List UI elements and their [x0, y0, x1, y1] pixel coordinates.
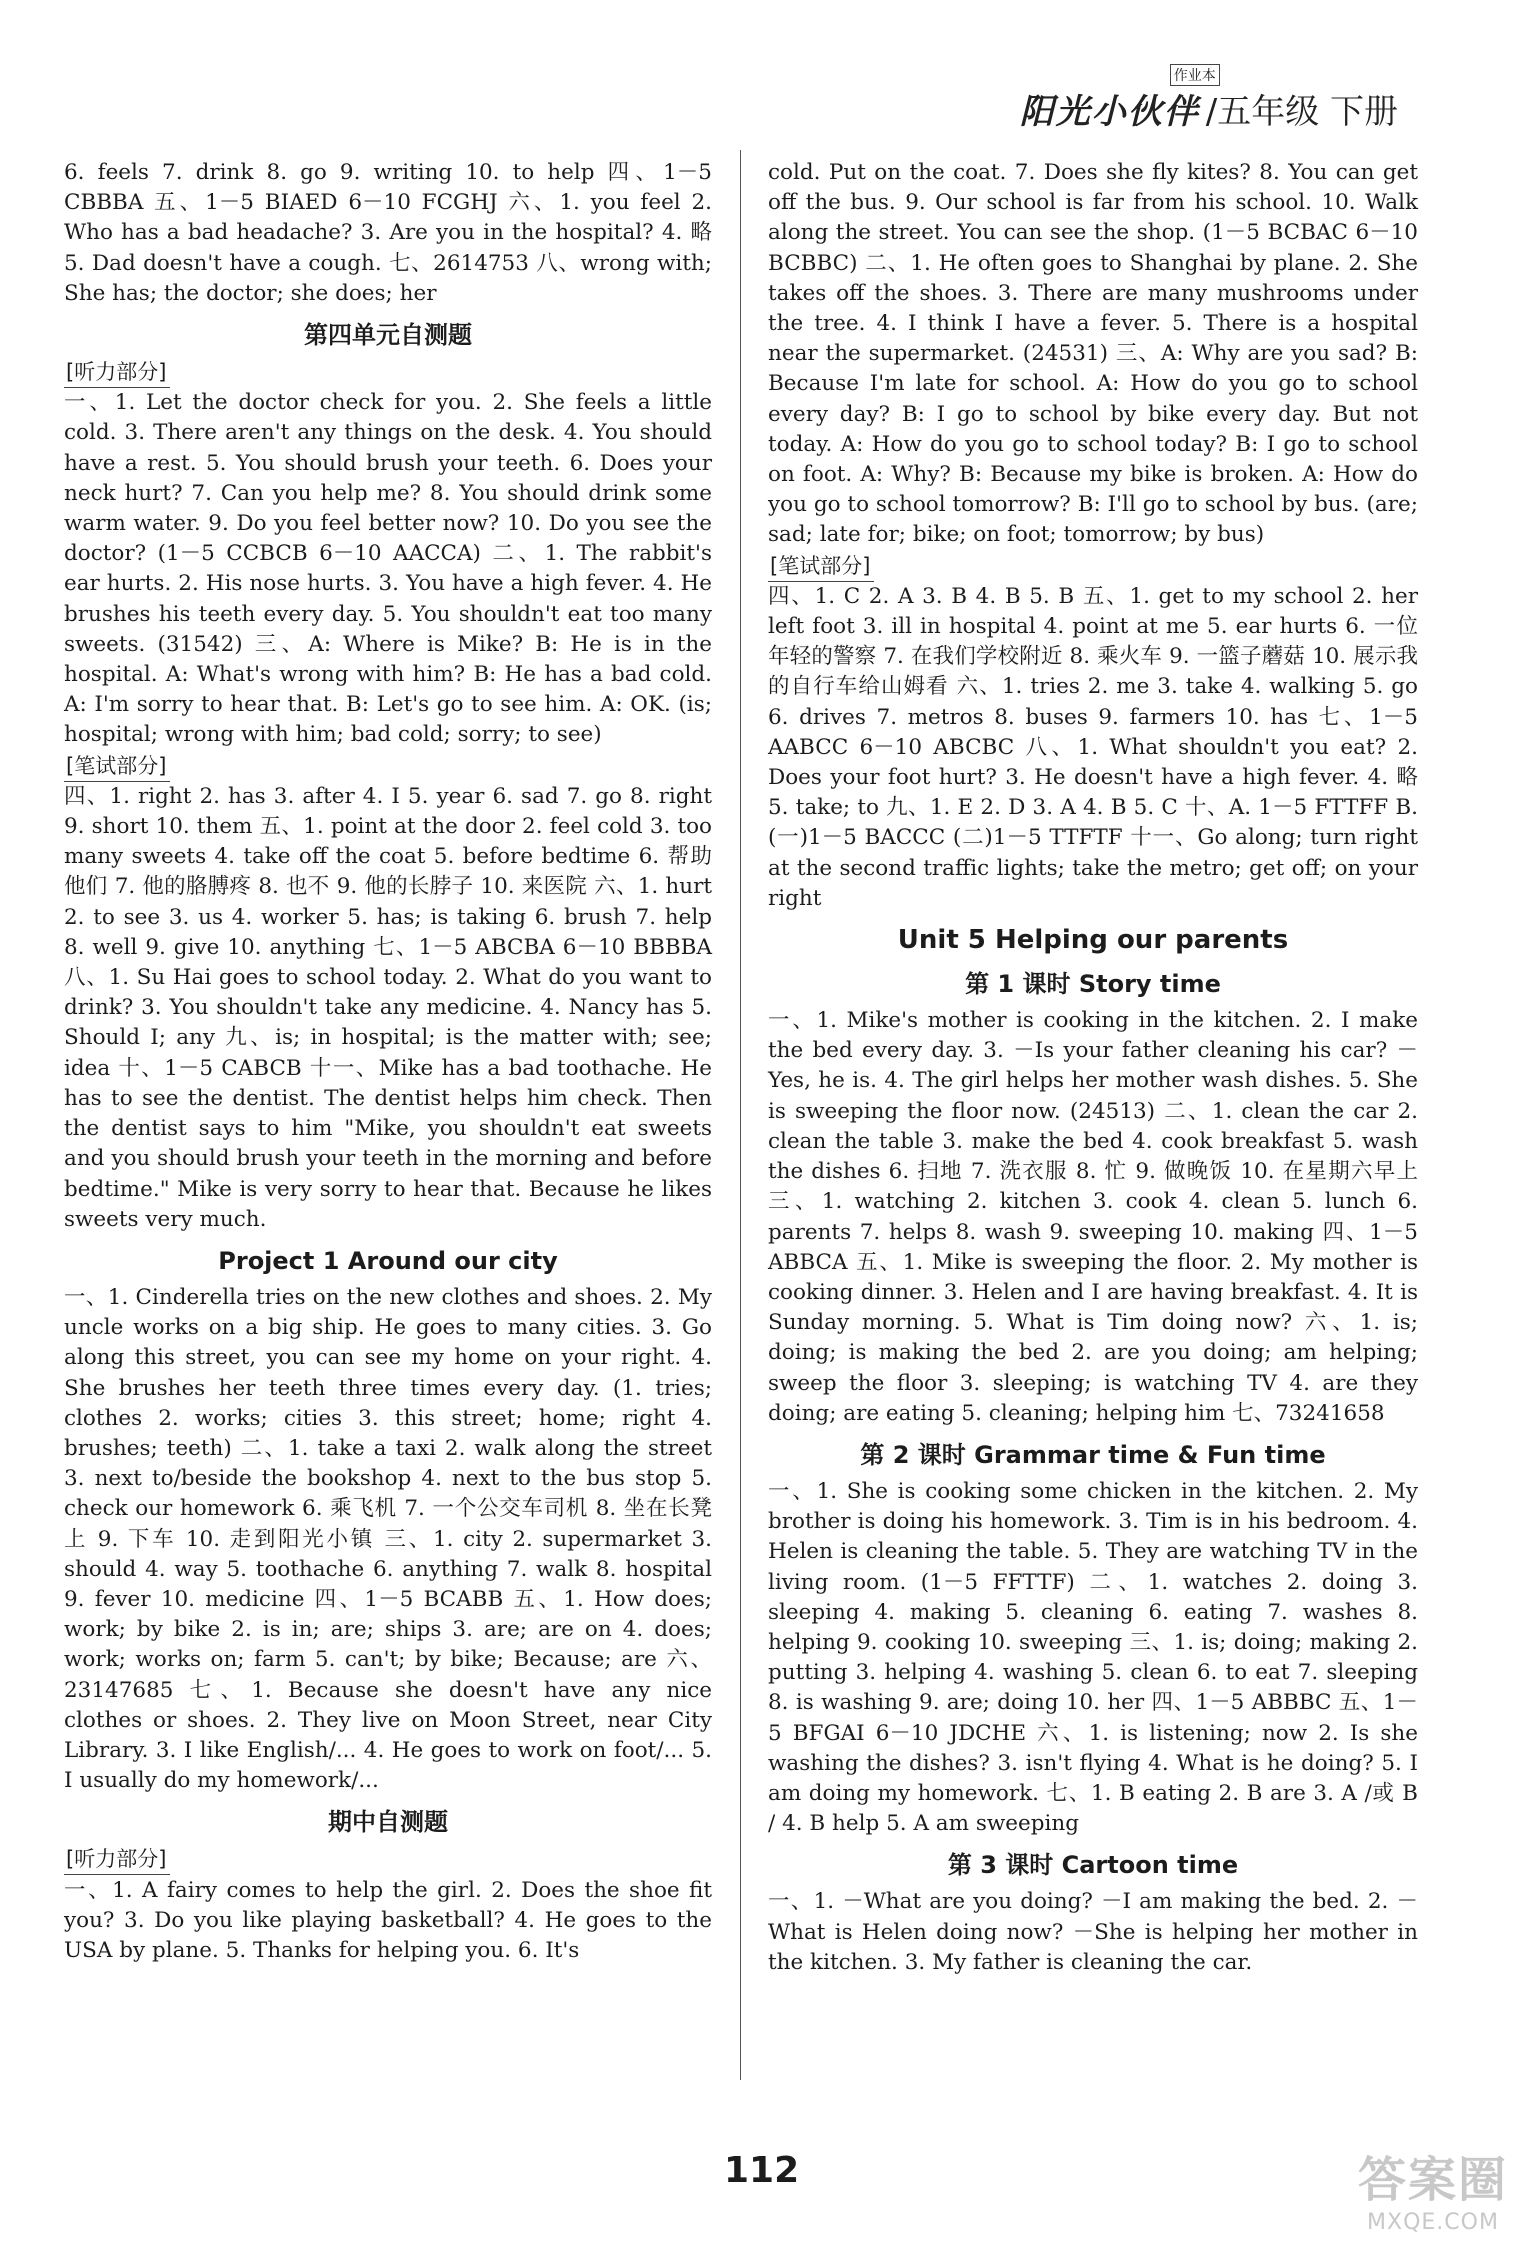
section-heading: 第 1 课时 Story time: [965, 970, 1221, 999]
site-watermark: [1358, 2141, 1508, 2235]
answer-paragraph: 一、1. A fairy comes to help the girl. 2. Does the shoe fit you? 3. Do you like playing basketball? 4. He goes to the USA by plane. 5. Thanks for helping you. 6. It's: [64, 1877, 712, 1963]
page-number: 112: [724, 2150, 800, 2191]
answer-paragraph: 一、1. －What are you doing? －I am making the bed. 2. －What is Helen doing now? －She is helping her mother in the kitchen. 3. My father is cleaning the car.: [768, 1889, 1418, 1975]
watermark-url: MXQE.COM: [1367, 2210, 1499, 2235]
answer-paragraph: 一、1. Cinderella tries on the new clothes and shoes. 2. My uncle works on a big ship. He goes to many cities. 3. Go along this street, you can see my home on your right. 4. She brushes her teeth three times every day. (1. tries; clothes 2. works; cities 3. this street; home; right 4. brushes; teeth) 二、1. take a taxi 2. walk along the street 3. next to/beside the bookshop 4. next to the bus stop 5. check our homework 6. 乘飞机 7. 一个公交车司机 8. 坐在长凳上 9. 下车 10. 走到阳光小镇 三、1. city 2. supermarket 3. should 4. way 5. toothache 6. anything 7. walk 8. hospital 9. fever 10. medicine 四、1－5 BCABB 五、1. How does; work; by bike 2. is in; are; ships 3. are; are on 4. does; work; works on; farm 5. can't; by bike; Because; are 六、23147685 七、1. Because she doesn't have any nice clothes or shoes. 2. They live on Moon Street, near City Library. 3. I like English/... 4. He goes to work on foot/... 5. I usually do my homework/...: [64, 1284, 712, 1794]
grade-label: /五年级 下册: [1205, 92, 1398, 132]
answer-paragraph: 四、1. right 2. has 3. after 4. I 5. year 6. sad 7. go 8. right 9. short 10. them 五、1. point at the door 2. feel cold 3. too many sweets 4. take off the coat 5. before bedtime 6. 帮助他们 7. 他的胳膊疼 8. 也不 9. 他的长脖子 10. 来医院 六、1. hurt 2. to see 3. us 4. worker 5. has; is taking 6. brush 7. help 8. well 9. give 10. anything 七、1－5 ABCBA 6－10 BBBBA 八、1. Su Hai goes to school today. 2. What do you want to drink? 3. You shouldn't take any medicine. 4. Nancy has 5. Should I; any 九、is; in hospital; is the matter with; see; idea 十、1－5 CABCB 十一、Mike has a bad toothache. He has to see the dentist. The dentist helps him check. Then the dentist says to him "Mike, you shouldn't eat sweets and you should brush your teeth in the morning and before bedtime." Mike is very sorry to hear that. Because he likes sweets very much.: [64, 783, 712, 1232]
section-heading: 第四单元自测题: [304, 321, 472, 350]
part-label: [笔试部分]: [64, 751, 170, 782]
section-heading: 第 3 课时 Cartoon time: [947, 1851, 1239, 1880]
part-label-row: [64, 751, 712, 782]
part-label-row: [64, 357, 712, 388]
answer-paragraph: 6. feels 7. drink 8. go 9. writing 10. to help 四、1－5 CBBBA 五、1－5 BIAED 6－10 FCGHJ 六、1. you feel 2. Who has a bad headache? 3. Are you in the hospital? 4. 略 5. Dad doesn't have a cough. 七、2614753 八、wrong with; She has; the doctor; she does; her: [64, 160, 712, 306]
part-label-row: [768, 551, 1418, 582]
part-label: [听力部分]: [64, 1844, 170, 1875]
answer-paragraph: 一、1. She is cooking some chicken in the kitchen. 2. My brother is doing his homework. 3. Tim is in his bedroom. 4. Helen is cleaning the table. 5. They are watching TV in the living room. (1－5 FFTTF) 二、1. watches 2. doing 3. sleeping 4. making 5. cleaning 6. eating 7. washes 8. helping 9. cooking 10. sweeping 三、1. is; doing; making 2. putting 3. helping 4. washing 5. clean 6. to eat 7. sleeping 8. is washing 9. are; doing 10. her 四、1－5 ABBBC 五、1－5 BFGAI 6－10 JDCHE 六、1. is listening; now 2. Is she washing the dishes? 3. isn't flying 4. What is he doing? 5. I am doing my homework. 七、1. B eating 2. B are 3. A /或 B / 4. B help 5. A am sweeping: [768, 1478, 1418, 1837]
section-heading: Project 1 Around our city: [218, 1246, 558, 1275]
right-column: [768, 158, 1418, 1978]
part-label-row: [64, 1844, 712, 1875]
section-heading: 期中自测题: [328, 1808, 448, 1837]
brand-title: 阳光小伙伴: [1019, 92, 1200, 132]
section-heading: Unit 5 Helping our parents: [897, 925, 1289, 956]
section-heading: 第 2 课时 Grammar time & Fun time: [860, 1440, 1326, 1469]
answer-paragraph: 四、1. C 2. A 3. B 4. B 5. B 五、1. get to my school 2. her left foot 3. ill in hospital 4. point at me 5. ear hurts 6. 一位年轻的警察 7. 在我们学校附近 8. 乘火车 9. 一篮子蘑菇 10. 展示我的自行车给山姆看 六、1. tries 2. me 3. take 4. walking 5. go 6. drives 7. metros 8. buses 9. farmers 10. has 七、1－5 AABCC 6－10 ABCBC 八、1. What shouldn't you eat? 2. Does your foot hurt? 3. He doesn't have a high fever. 4. 略 5. take; to 九、1. E 2. D 3. A 4. B 5. C 十、A. 1－5 FTTFF B. (一)1－5 BACCC (二)1－5 TTFTF 十一、Go along; turn right at the second traffic lights; take the metro; get off; on your right: [768, 583, 1418, 911]
column-divider: [740, 150, 741, 2080]
part-label: [听力部分]: [64, 357, 170, 388]
answer-paragraph: cold. Put on the coat. 7. Does she fly kites? 8. You can get off the bus. 9. Our school is far from his school. 10. Walk along the street. You can see the shop. (1－5 BCBAC 6－10 BCBBC) 二、1. He often goes to Shanghai by plane. 2. She takes off the shoes. 3. There are many mushrooms under the tree. 4. I think I have a fever. 5. There is a hospital near the supermarket. (24531) 三、A: Why are you sad? B: Because I'm late for school. A: How do you go to school every day? B: I go to school by bike every day. But not today. A: How do you go to school today? B: I go to school on foot. A: Why? B: Because my bike is broken. A: How do you go to school tomorrow? B: I'll go to school by bus. (are; sad; late for; bike; on foot; tomorrow; by bus): [768, 160, 1418, 548]
left-column: [64, 158, 712, 1966]
page-header: [1019, 68, 1398, 133]
part-label: [笔试部分]: [768, 551, 874, 582]
workbook-tag: 作业本: [1170, 64, 1220, 86]
answer-paragraph: 一、1. Let the doctor check for you. 2. She feels a little cold. 3. There aren't any things on the desk. 4. You should have a rest. 5. You should brush your teeth. 6. Does your neck hurt? 7. Can you help me? 8. You should drink some warm water. 9. Do you feel better now? 10. Do you see the doctor? (1－5 CCBCB 6－10 AACCA) 二、1. The rabbit's ear hurts. 2. His nose hurts. 3. You have a high fever. 4. He brushes his teeth every day. 5. You shouldn't eat too many sweets. (31542) 三、A: Where is Mike? B: He is in the hospital. A: What's wrong with him? B: He has a bad cold. A: I'm sorry to hear that. B: Let's go to see him. A: OK. (is; hospital; wrong with him; bad cold; sorry; to see): [64, 390, 712, 748]
watermark-logo-text: 答案圈: [1357, 2152, 1508, 2208]
answer-paragraph: 一、1. Mike's mother is cooking in the kitchen. 2. I make the bed every day. 3. －Is your father cleaning his car? －Yes, he is. 4. The girl helps her mother wash dishes. 5. She is sweeping the floor now. (24513) 二、1. clean the car 2. clean the table 3. make the bed 4. cook breakfast 5. wash the dishes 6. 扫地 7. 洗衣服 8. 忙 9. 做晚饭 10. 在星期六早上 三、1. watching 2. kitchen 3. cook 4. clean 5. lunch 6. parents 7. helps 8. wash 9. sweeping 10. making 四、1－5 ABBCA 五、1. Mike is sweeping the floor. 2. My mother is cooking dinner. 3. Helen and I are having breakfast. 4. It is Sunday morning. 5. What is Tim doing now? 六、1. is; doing; is making the bed 2. are you doing; am helping; sweep the floor 3. sleeping; is watching TV 4. are they doing; are eating 5. cleaning; helping him 七、73241658: [768, 1008, 1418, 1426]
